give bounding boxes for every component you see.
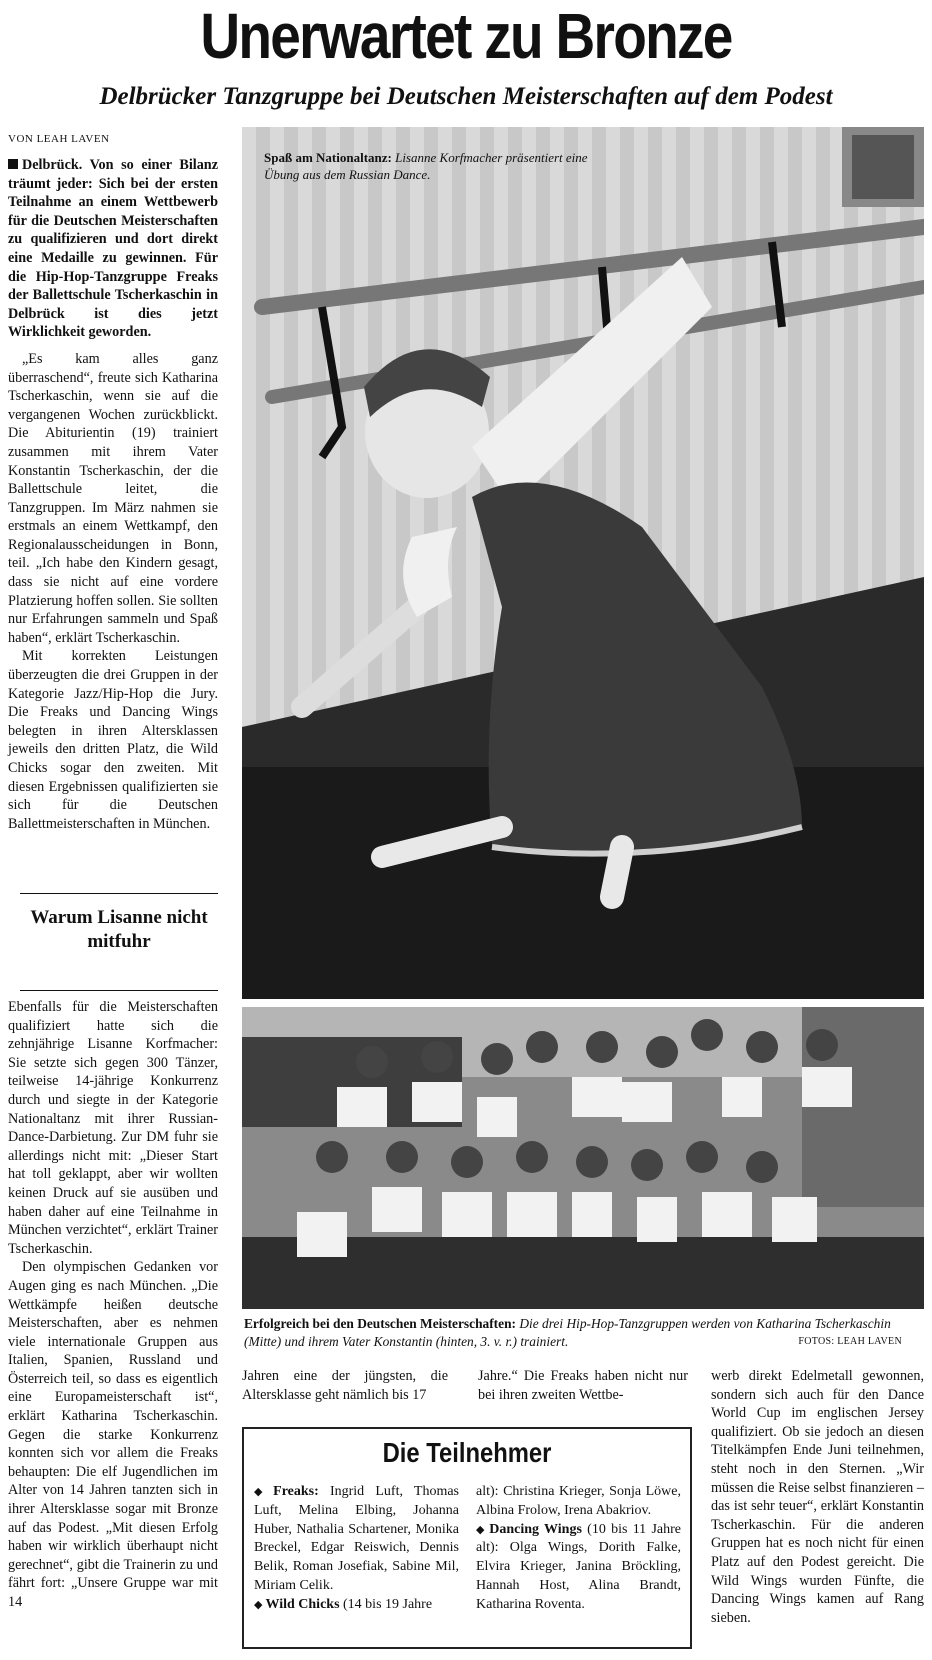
photo-caption-2: Erfolgreich bei den Deutschen Meisterschaften: Die drei Hip-Hop-Tanzgruppen werden von Katharina Tscherkaschin (Mitte) und ihrem Vater Konstantin (hinten, 3. v. r.) trainiert. <box>244 1316 891 1349</box>
byline: VON LEAH LAVEN <box>8 133 110 145</box>
square-bullet-icon <box>8 159 18 169</box>
article-column-1-lower <box>8 998 218 1612</box>
headline: Unerwartet zu Bronze <box>200 0 732 72</box>
dancer-photo <box>242 127 924 999</box>
diamond-bullet-icon: ◆ <box>254 1598 263 1611</box>
group-photo <box>242 1007 924 1309</box>
article-column-4: werb direkt Edelmetall gewonnen, sondern sich auch für den Dance World Cup im englischen Jersey qualifiziert. Ob sie jedoch an diesen Titelkämpfen Ende Juni teilnehmen, steht noch in den Sternen. „Wir müssen die Reise selbst finanzieren – das ist sehr teuer“, erklärt Konstantin Tscherkaschin. Für die anderen Gruppen hat es noch nicht für einen Platz auf den Podest gereicht. Die Wild Wings wurden Fünfte, die Dancing Wings kamen auf Rang sieben. <box>711 1368 924 1626</box>
participants-box <box>242 1427 692 1649</box>
diamond-bullet-icon: ◆ <box>476 1523 487 1536</box>
paragraph: Mit korrekten Leistungen überzeugten die drei Gruppen in der Kategorie Jazz/Hip-Hop die Jury. Die Freaks und Dancing Wings belegten in ihren Altersklassen jeweils den dritten Platz, die Wild Chicks sogar den zweiten. Mit diesen Ergebnissen qualifizierten sie sich für die Deutschen Ballettmeisterschaften in München. <box>8 648 218 832</box>
box-heading: Warum Lisanne nicht mitfuhr <box>30 907 208 952</box>
photo-caption-1: Spaß am Nationaltanz: Lisanne Korfmacher präsentiert eine Übung aus dem Russian Dance. <box>264 150 588 182</box>
box-rule-bottom <box>20 990 218 991</box>
participants-column-2: alt): Christina Krieger, Sonja Löwe, Albina Frolow, Irena Abakriov. ◆ Dancing Wings (10 bis 11 Jahre alt): Olga Wings, Dorith Falke, Elvira Krieger, Janina Bröckling, Hannah Host, Alina Brandt, Katharina Roventa. <box>476 1484 681 1612</box>
article-column-3: Jahre.“ Die Freaks haben nicht nur bei ihren zweiten Wettbe- <box>478 1368 688 1403</box>
article-column-2: Jahren eine der jüngsten, die Altersklasse geht nämlich bis 17 <box>242 1368 448 1403</box>
diamond-bullet-icon: ◆ <box>254 1486 271 1498</box>
lead-paragraph: Delbrück. Von so einer Bilanz träumt jeder: Sich bei der ersten Teilnahme an einem Wettbewerb für die Deutschen Meisterschaften zu qualifizieren und dort direkt eine Medaille zu gewinnen. Für die Hip-Hop-Tanzgruppe Freaks der Ballettschule Tscherkaschin in Delbrück ist dies jetzt Wirklichkeit geworden. <box>8 157 218 341</box>
participants-column-1: ◆ Freaks: Ingrid Luft, Thomas Luft, Melina Elbing, Johanna Huber, Nathalia Schartener, Monika Breckel, Edgar Reiswich, Dennis Belik, Roman Josefiak, Sabine Mil, Miriam Celik. ◆ Wild Chicks (14 bis 19 Jahre <box>254 1484 460 1612</box>
photo-credit: FOTOS: LEAH LAVEN <box>798 1336 902 1347</box>
subheadline: Delbrücker Tanzgruppe bei Deutschen Meisterschaften auf dem Podest <box>99 83 833 110</box>
paragraph: „Es kam alles ganz überraschend“, freute sich Katharina Tscherkaschin, wenn sie auf die vergangenen Wochen zurückblickt. Die Abiturientin (19) trainiert zusammen mit ihrem Vater Konstantin Tscherkaschin, der die Ballettschule leitet, die Tanzgruppen. Im März nahmen sie erstmals an einem Wettkampf, den Regionalausscheidungen in Bonn, teil. „Ich habe den Kindern gesagt, dass sie nicht auf eine vordere Platzierung hoffen sollen. Sie sollten nur Erfahrungen sammeln und Spaß haben“, erklärt Tscherkaschin. <box>8 350 218 646</box>
box-rule-top <box>20 893 218 894</box>
paragraph: Ebenfalls für die Meisterschaften qualifiziert hatte sich die zehnjährige Lisanne Korfmacher: Sie setzte sich gegen 300 Tänzer, teilweise 14-jährige Konkurrenz durch und siegte in der Kategorie Nationaltanz mit ihrer Russian-Dance-Darbietung. Zur DM fuhr sie allerdings nicht mit: „Dieser Start hat toll geklappt, aber wir wollten keinen Druck auf sie ausüben und haben daher auf eine Teilnahme in München verzichtet“, erklärt Trainer Tscherkaschin. <box>8 999 218 1257</box>
paragraph: Den olympischen Gedanken vor Augen ging es nach München. „Die Wettkämpfe heißen deutsche Meisterschaften, aber es nehmen viele internationale Gruppen aus Italien, Spanien, Russland und Österreich teil, so dass es eigentlich eine Europameisterschaft ist“, erklärt Katharina Tscherkaschin. Gegen die starke Konkurrenz konnten sich vor allem die Freaks behaupten: Die elf Jugendlichen im Alter von 14 Jahren tanzten sich in ihrer Altersklasse sogar mit Bronze auf das Podest. „Mit diesen Erfolg haben wir wirklich überhaupt nicht gerechnet“, gibt die Trainerin zu und fährt fort: „Unsere Gruppe war mit 14 <box>8 1259 218 1610</box>
participants-title: Die Teilnehmer <box>382 1437 552 1468</box>
article-column-1 <box>8 156 218 833</box>
